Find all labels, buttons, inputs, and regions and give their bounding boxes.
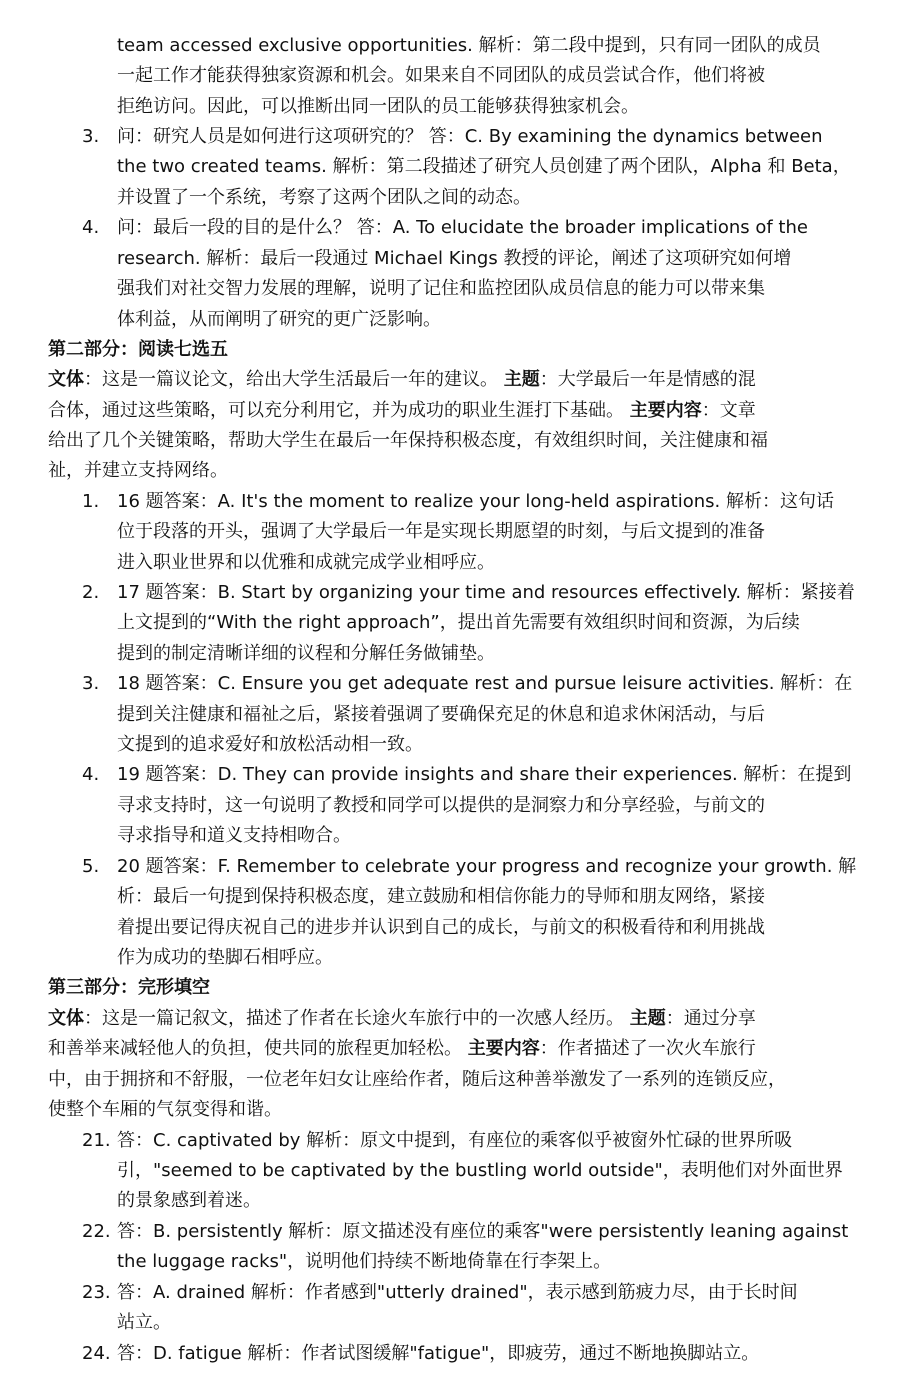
label-theme: 主题 [503, 369, 540, 390]
text-line: 一起工作才能获得独家资源和机会。如果来自不同团队的成员尝试合作，他们将被 [117, 65, 765, 86]
label-main-content: 主要内容 [467, 1038, 540, 1059]
list-number: 24. [82, 1343, 111, 1364]
text-span: ：这是一篇议论文，给出大学生活最后一年的建议。 [84, 369, 504, 390]
text-line: 18 题答案：C. Ensure you get adequate rest and pursue leisure activities. 解析：在 [117, 673, 853, 694]
list-number: 3. [82, 126, 100, 147]
text-line: 拒绝访问。因此，可以推断出同一团队的员工能够获得独家机会。 [117, 96, 639, 117]
list-number: 1. [82, 491, 100, 512]
text-line: research. 解析：最后一段通过 Michael Kings 教授的评论，阐述了这项研究如何增 [117, 248, 792, 269]
text-line: 着提出要记得庆祝自己的进步并认识到自己的成长，与前文的积极看待和利用挑战 [117, 917, 765, 938]
list-number: 3. [82, 673, 100, 694]
list-number: 23. [82, 1282, 111, 1303]
text-span: ：通过分享 [665, 1008, 756, 1029]
text-line: 强我们对社交智力发展的理解，说明了记住和监控团队成员信息的能力可以带来集 [117, 278, 765, 299]
text-line: 问：研究人员是如何进行这项研究的？ 答：C. By examining the dynamics between [117, 126, 823, 147]
intro-line: 给出了几个关键策略，帮助大学生在最后一年保持积极态度，有效组织时间，关注健康和福 [48, 430, 768, 451]
text-line: the two created teams. 解析：第二段描述了研究人员创建了两个团队，Alpha 和 Beta， [117, 156, 851, 177]
text-line: 析：最后一句提到保持积极态度，建立鼓励和相信你能力的导师和朋友网络，紧接 [117, 886, 765, 907]
text-span: ：作者描述了一次火车旅行 [539, 1038, 756, 1059]
text-span: ：大学最后一年是情感的混 [539, 369, 756, 390]
label-genre: 文体 [48, 369, 84, 390]
list-number: 4. [82, 764, 100, 785]
section-heading: 第三部分：完形填空 [48, 977, 210, 998]
intro-line [48, 1008, 863, 1032]
text-line: 答：C. captivated by 解析：原文中提到，有座位的乘客似乎被窗外忙碌的世界所吸 [117, 1130, 793, 1151]
text-line: the luggage racks"，说明他们持续不断地倚靠在行李架上。 [117, 1251, 612, 1272]
list-number: 5. [82, 856, 100, 877]
list-number: 2. [82, 582, 100, 603]
text-line: 寻求指导和道义支持相吻合。 [117, 825, 351, 846]
text-line: 答：D. fatigue 解析：作者试图缓解"fatigue"，即疲劳，通过不断地换脚站立。 [117, 1343, 760, 1364]
text-span: ：这是一篇记叙文，描述了作者在长途火车旅行中的一次感人经历。 [84, 1008, 630, 1029]
text-span: 合体，通过这些策略，可以充分利用它，并为成功的职业生涯打下基础。 [48, 400, 630, 421]
text-line: 提到的制定清晰详细的议程和分解任务做铺垫。 [117, 643, 495, 664]
text-line: 问：最后一段的目的是什么？ 答：A. To elucidate the broader implications of the [117, 217, 808, 238]
text-line: 寻求支持时，这一句说明了教授和同学可以提供的是洞察力和分享经验，与前文的 [117, 795, 765, 816]
text-line: 17 题答案：B. Start by organizing your time and resources effectively. 解析：紧接着 [117, 582, 855, 603]
list-number: 4. [82, 217, 100, 238]
section-heading: 第二部分：阅读七选五 [48, 339, 228, 360]
text-line: 16 题答案：A. It's the moment to realize your long-held aspirations. 解析：这句话 [117, 491, 834, 512]
label-genre: 文体 [48, 1008, 84, 1029]
text-line: 答：B. persistently 解析：原文描述没有座位的乘客"were persistently leaning against [117, 1221, 849, 1242]
text-line: 20 题答案：F. Remember to celebrate your progress and recognize your growth. 解 [117, 856, 857, 877]
list-number: 21. [82, 1130, 111, 1151]
text-line: 站立。 [117, 1312, 171, 1333]
text-line: 位于段落的开头，强调了大学最后一年是实现长期愿望的时刻，与后文提到的准备 [117, 521, 765, 542]
text-line: 答：A. drained 解析：作者感到"utterly drained"，表示感到筋疲力尽，由于长时间 [117, 1282, 798, 1303]
text-line: 的景象感到着迷。 [117, 1190, 261, 1211]
list-number: 22. [82, 1221, 111, 1242]
intro-line: 中，由于拥挤和不舒服，一位老年妇女让座给作者，随后这种善举激发了一系列的连锁反应， [48, 1069, 786, 1090]
text-span: ：文章 [701, 400, 756, 421]
intro-line [48, 1038, 863, 1062]
text-line: 提到关注健康和福祉之后，紧接着强调了要确保充足的休息和追求休闲活动，与后 [117, 704, 765, 725]
text-line: team accessed exclusive opportunities. 解析：第二段中提到，只有同一团队的成员 [117, 35, 821, 56]
text-line: 引，"seemed to be captivated by the bustling world outside"，表明他们对外面世界 [117, 1160, 843, 1181]
intro-line: 祉，并建立支持网络。 [48, 460, 228, 481]
text-span: 和善举来减轻他人的负担，使共同的旅程更加轻松。 [48, 1038, 468, 1059]
intro-line [48, 400, 863, 424]
text-line: 作为成功的垫脚石相呼应。 [117, 947, 333, 968]
text-line: 并设置了一个系统，考察了这两个团队之间的动态。 [117, 187, 531, 208]
intro-line: 使整个车厢的气氛变得和谐。 [48, 1099, 282, 1120]
text-line: 上文提到的“With the right approach”，提出首先需要有效组织时间和资源，为后续 [117, 612, 800, 633]
text-line: 19 题答案：D. They can provide insights and share their experiences. 解析：在提到 [117, 764, 852, 785]
text-line: 进入职业世界和以优雅和成就完成学业相呼应。 [117, 552, 495, 573]
intro-line [48, 369, 863, 393]
text-line: 体利益，从而阐明了研究的更广泛影响。 [117, 309, 441, 330]
label-main-content: 主要内容 [629, 400, 702, 421]
text-line: 文提到的追求爱好和放松活动相一致。 [117, 734, 423, 755]
label-theme: 主题 [629, 1008, 666, 1029]
